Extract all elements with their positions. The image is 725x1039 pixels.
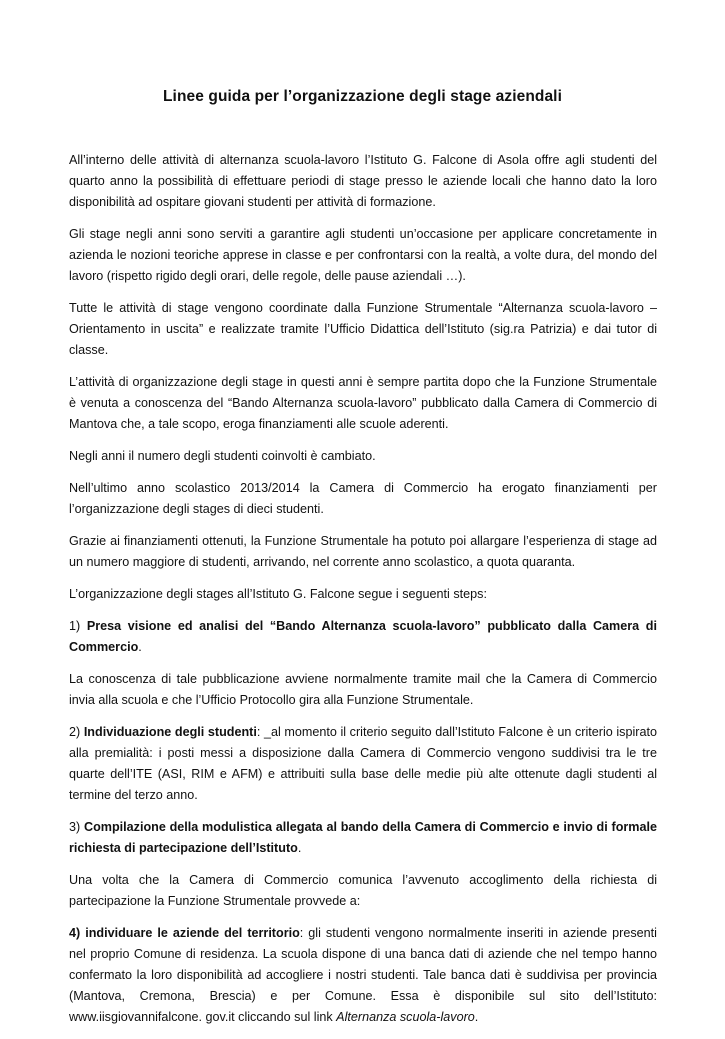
paragraph-funding: Grazie ai finanziamenti ottenuti, la Funzione Strumentale ha potuto poi allargare l’esperienza di stage ad un numero maggiore di studenti, arrivando, nel corrente anno scolastico, a quota quaranta.: [69, 534, 657, 569]
alternanza-link[interactable]: Alternanza scuola-lavoro: [336, 1010, 475, 1024]
step-3-number: 3): [69, 820, 84, 834]
paragraph-bando: L’attività di organizzazione degli stage in questi anni è sempre partita dopo che la Funzione Strumentale è venuta a conoscenza del “Bando Alternanza scuola-lavoro” pubblicato dalla Camera di Commercio di Mantova che, a tale scopo, eroga finanziamenti alle scuole aderenti.: [69, 375, 657, 431]
step-3-tail: .: [297, 841, 302, 855]
paragraph-purpose: Gli stage negli anni sono serviti a garantire agli studenti un’occasione per applicare concretamente in azienda le nozioni teoriche apprese in classe e per confrontarsi con la realtà, a volte dura, del mondo del lavoro (rispetto rigido degli orari, delle regole, delle pause aziendali …).: [69, 227, 657, 283]
step-1: [69, 616, 657, 658]
paragraph-students-number: Negli anni il numero degli studenti coinvolti è cambiato.: [69, 449, 376, 463]
step-3: [69, 817, 657, 859]
step-1-number: 1): [69, 619, 87, 633]
step-2-number: 2): [69, 725, 84, 739]
step-2-text: : _al momento il criterio seguito dall’Istituto Falcone è un criterio ispirato alla premialità: i posti messi a disposizione dalla Camera di Commercio vengono suddivisi tra le tre quarte dell’ITE (ASI, RIM e AFM) e attribuiti sulla base delle medie più alte ottenute dagli studenti al termine del terzo anno.: [69, 725, 657, 802]
step-4-number: 4: [69, 926, 77, 940]
step-4-heading: ) individuare le aziende del territorio: [76, 926, 300, 940]
paragraph-publication: La conoscenza di tale pubblicazione avviene normalmente tramite mail che la Camera di Commercio invia alla scuola e che l’Ufficio Protocollo gira alla Funzione Strumentale.: [69, 672, 657, 707]
step-4: [69, 923, 657, 1028]
step-2-heading: Individuazione degli studenti: [83, 725, 257, 739]
step-2: [69, 722, 657, 806]
document-body: [69, 150, 657, 1039]
paragraph-steps-intro: L’organizzazione degli stages all’Istituto G. Falcone segue i seguenti steps:: [69, 587, 487, 601]
step-3-heading: Compilazione della modulistica allegata al bando della Camera di Commercio e invio di formale richiesta di partecipazione dell’Istituto: [69, 820, 657, 855]
document-title: Linee guida per l’organizzazione degli stage aziendali: [162, 88, 562, 105]
paragraph-coordination: Tutte le attività di stage vengono coordinate dalla Funzione Strumentale “Alternanza scuola-lavoro – Orientamento in uscita” e realizzate tramite l’Ufficio Didattica dell’Istituto (sig.ra Patrizia) e dai tutor di classe.: [69, 301, 657, 357]
paragraph-last-year: Nell’ultimo anno scolastico 2013/2014 la Camera di Commercio ha erogato finanziamenti per l’organizzazione degli stages di dieci studenti.: [69, 481, 657, 516]
paragraph-intro: All’interno delle attività di alternanza scuola-lavoro l’Istituto G. Falcone di Asola offre agli studenti del quarto anno la possibilità di effettuare periodi di stage presso le aziende locali che hanno dato la loro disponibilità ad ospitare giovani studenti per attività di formazione.: [69, 153, 657, 209]
step-1-heading: Presa visione ed analisi del “Bando Alternanza scuola-lavoro” pubblicato dalla Camera di Commercio: [69, 619, 657, 654]
paragraph-acceptance: Una volta che la Camera di Commercio comunica l’avvenuto accoglimento della richiesta di partecipazione la Funzione Strumentale provvede a:: [69, 873, 657, 908]
step-4-tail: .: [474, 1010, 479, 1024]
step-4-text: : gli studenti vengono normalmente inseriti in aziende presenti nel proprio Comune di residenza. La scuola dispone di una banca dati di aziende che nel tempo hanno confermato la loro disponibilità ad accogliere i nostri studenti. Tale banca dati è suddivisa per provincia (Mantova, Cremona, Brescia) e per Comune. Essa è disponibile sul sito dell’Istituto: www.iisgiovannifalcone. gov.it cliccando sul link: [69, 926, 657, 1024]
step-1-tail: .: [138, 640, 142, 654]
